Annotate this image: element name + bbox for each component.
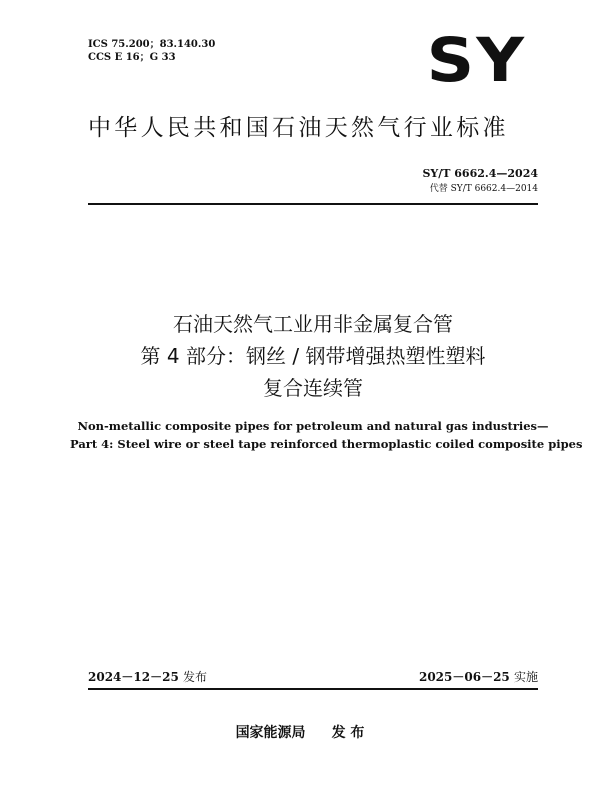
implement-label: 实施 — [513, 670, 538, 684]
sy-logo: SY — [426, 25, 526, 96]
chinese-title-line-2: 第 4 部分：钢丝 / 钢带增强热塑性塑料 — [140, 344, 486, 368]
publisher-block — [0, 722, 600, 742]
issue-date: 2024－12－25 — [88, 670, 179, 684]
classification-codes — [88, 38, 215, 64]
english-title — [70, 417, 583, 453]
replaces-standard: 代替 SY/T 6662.4—2014 — [429, 184, 538, 194]
issue-date-block — [88, 668, 207, 685]
standard-number: SY/T 6662.4—2024 — [422, 167, 538, 180]
standard-category-title: 中华人民共和国石油天然气行业标准 — [88, 115, 509, 141]
ics-code: ICS 75.200；83.140.30 — [88, 39, 216, 50]
chinese-title-line-1: 石油天然气工业用非金属复合管 — [173, 312, 453, 336]
english-title-line-2: Part 4: Steel wire or steel tape reinforced thermoplastic coiled composite pipes — [70, 437, 583, 451]
top-divider — [88, 203, 538, 205]
bottom-divider — [88, 688, 538, 690]
implement-date: 2025－06－25 — [418, 670, 510, 684]
publisher-name: 国家能源局 — [235, 725, 306, 741]
implement-date-block — [419, 668, 538, 685]
publisher-action: 发 布 — [331, 725, 365, 741]
ccs-code: CCS E 16；G 33 — [88, 52, 176, 63]
english-title-line-1: Non-metallic composite pipes for petroleum and natural gas industries— — [77, 419, 549, 433]
chinese-title-line-3: 复合连续管 — [263, 376, 363, 400]
chinese-title — [88, 308, 538, 404]
issue-label: 发布 — [183, 670, 208, 684]
